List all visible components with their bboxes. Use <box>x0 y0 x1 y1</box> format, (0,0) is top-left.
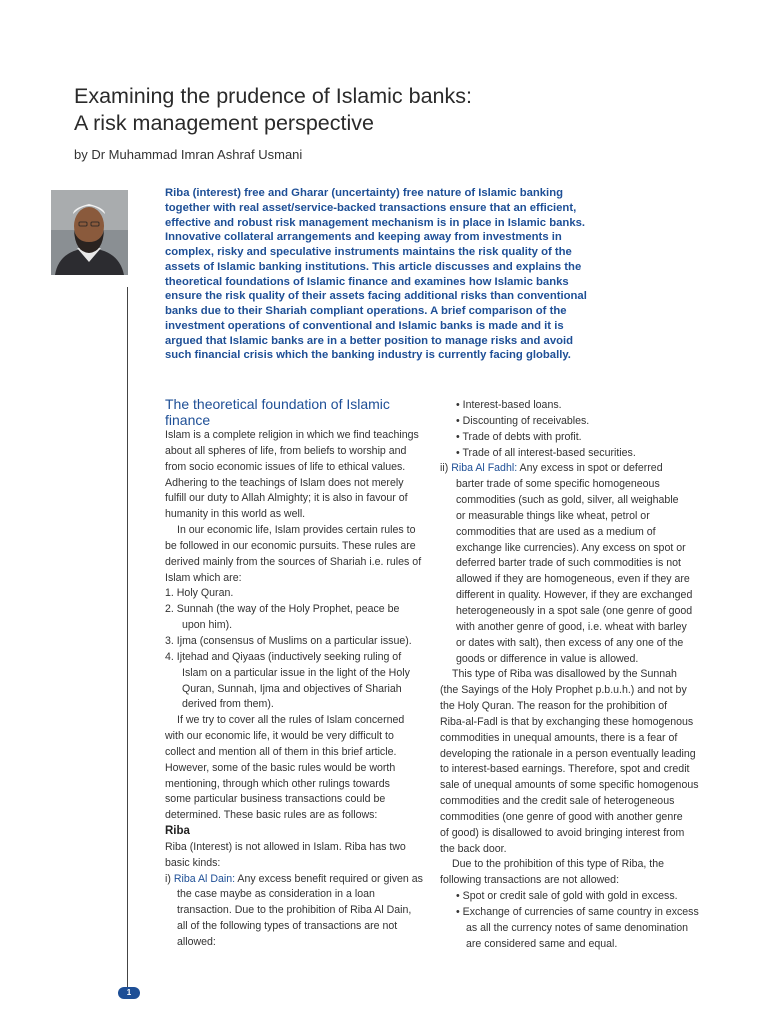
body-line: transaction. Due to the prohibition of Riba Al Dain, <box>177 904 412 917</box>
title-line-1: Examining the prudence of Islamic banks: <box>74 84 472 108</box>
riba-al-dain-line <box>165 872 427 888</box>
article-title <box>74 83 694 137</box>
bullet-item: as all the currency notes of same denomination <box>466 921 689 934</box>
body-line: determined. These basic rules are as follows: <box>165 809 378 822</box>
vertical-divider <box>127 287 128 992</box>
body-line: commodities (such as gold, silver, all weighable <box>456 494 679 507</box>
body-line: with our economic life, it would be very difficult to <box>165 730 394 743</box>
body-line: all of the following types of transactions are not <box>177 920 398 933</box>
body-line: Riba-al-Fadl is that by exchanging these homogenous <box>440 715 694 728</box>
riba-al-dain-term: Riba Al Dain: <box>173 872 236 885</box>
section-heading <box>165 396 427 428</box>
bullet-item: • Trade of debts with profit. <box>456 430 582 443</box>
abstract-line: Riba (interest) free and Gharar (uncertainty) free nature of Islamic banking <box>165 187 563 199</box>
body-line: about all spheres of life, from beliefs to worship and <box>165 444 407 457</box>
abstract-line: ensure the risk quality of their assets facing additional risks than conventional <box>165 290 587 303</box>
body-line: If we try to cover all the rules of Islam concerned <box>177 714 405 727</box>
list-item: upon him). <box>182 619 233 632</box>
section-heading-line: finance <box>165 412 211 428</box>
author-photo <box>51 190 128 275</box>
body-line: some particular business transactions could be <box>165 793 386 806</box>
body-line: commodities and the credit sale of heterogeneous <box>440 795 675 808</box>
list-item: Islam on a particular issue in the light of the Holy <box>182 666 410 679</box>
body-line: collect and mention all of them in this brief article. <box>165 745 397 758</box>
list-marker: i) <box>165 872 174 885</box>
bullet-item: • Discounting of receivables. <box>456 414 590 427</box>
body-line: with another genre of good, i.e. wheat with barley <box>456 620 687 633</box>
abstract-line: argued that Islamic banks are in a better position to manage risks and avoid <box>165 334 574 347</box>
left-column <box>165 396 427 951</box>
body-line: exchange like currencies). Any excess on spot or <box>456 541 686 554</box>
body-text: Any excess benefit required or given as <box>235 872 423 885</box>
title-line-2: A risk management perspective <box>74 111 374 135</box>
body-line: In our economic life, Islam provides certain rules to <box>177 524 416 537</box>
body-line: barter trade of some specific homogeneous <box>456 478 660 491</box>
body-line: basic kinds: <box>165 856 221 869</box>
body-line: developing the rationale in a person eventually leading <box>440 747 696 760</box>
body-line: deferred barter trade of such commodities is not <box>456 557 681 570</box>
body-line: Islam which are: <box>165 571 242 584</box>
abstract-line: effective and robust risk management mechanism is in place in Islamic banks. <box>165 216 586 229</box>
bullet-item: are considered same and equal. <box>466 937 618 950</box>
body-line: Riba (Interest) is not allowed in Islam. Riba has two <box>165 840 406 853</box>
section-heading-line: The theoretical foundation of Islamic <box>165 396 390 412</box>
body-line: different in quality. However, if they are exchanged <box>456 589 693 602</box>
abstract-line: together with real asset/service-backed transactions ensure that an efficient, <box>165 201 577 214</box>
body-line: fulfill our duty to Allah Almighty; it is also in favour of <box>165 492 408 505</box>
abstract-line: complex, risky and speculative instruments maintains the risk quality of the <box>165 246 572 258</box>
body-line: from socio economic issues of life to ethical values. <box>165 460 406 473</box>
bullet-item: • Interest-based loans. <box>456 399 562 411</box>
body-line: Adhering to the teachings of Islam does not merely <box>165 476 404 489</box>
abstract-line: banks due to their Shariah compliant operations. A brief comparison of the <box>165 305 567 317</box>
author-portrait-image <box>51 190 128 275</box>
bullet-item: • Spot or credit sale of gold with gold in excess. <box>456 890 678 903</box>
body-line: However, some of the basic rules would be worth <box>165 761 396 774</box>
body-line: heterogeneously in a spot sale (one genre of good <box>456 604 693 617</box>
abstract-line: Innovative collateral arrangements and keeping away from investments in <box>165 231 562 244</box>
body-line: the case maybe as consideration in a loan <box>177 888 375 901</box>
abstract-line: investment operations of conventional and Islamic banks is made and it is <box>165 319 564 332</box>
body-line: or dates with salt), then excess of any one of the <box>456 636 684 649</box>
body-line: commodities that are used as a medium of <box>456 525 656 538</box>
abstract-line: assets of Islamic banking institutions. This article discusses and explains the <box>165 260 582 273</box>
abstract <box>165 186 595 363</box>
body-line: allowed: <box>177 936 216 948</box>
body-line: sale of unequal amounts of some specific homogenous <box>440 779 699 792</box>
bullet-item: • Trade of all interest-based securities. <box>456 446 636 459</box>
body-line: mentioning, through which other rulings towards <box>165 777 390 790</box>
body-line: goods or difference in value is allowed. <box>456 652 639 665</box>
body-line: or measurable things like wheat, petrol or <box>456 509 650 522</box>
list-item: 1. Holy Quran. <box>165 587 234 600</box>
body-line: Due to the prohibition of this type of Riba, the <box>452 858 665 871</box>
body-line: of good) is disallowed to avoid bringing interest from <box>440 826 685 839</box>
list-item: Quran, Sunnah, Ijma and objectives of Shariah <box>182 682 402 695</box>
body-line: derived mainly from the sources of Shariah i.e. rules of <box>165 555 422 568</box>
riba-subheading: Riba <box>165 825 190 838</box>
body-line: the back door. <box>440 842 507 855</box>
list-item: 3. Ijma (consensus of Muslims on a particular issue). <box>165 634 412 647</box>
abstract-line: such financial crisis which the banking industry is currently facing globally. <box>165 349 571 362</box>
body-line: (the Sayings of the Holy Prophet p.b.u.h.) and not by <box>440 684 687 697</box>
body-line: be followed in our economic pursuits. These rules are <box>165 539 416 552</box>
bullet-item: • Exchange of currencies of same country in excess <box>456 906 699 918</box>
riba-al-fadhl-term: Riba Al Fadhl: <box>451 462 518 475</box>
body-line: to interest-based earnings. Therefore, spot and credit <box>440 763 690 776</box>
body-line: commodities (one genre of good with another genre <box>440 810 683 823</box>
body-text: Any excess in spot or deferred <box>517 462 663 475</box>
list-item: 4. Ijtehad and Qiyaas (inductively seeking ruling of <box>165 650 402 663</box>
body-line: humanity in this world as well. <box>165 508 306 521</box>
riba-al-fadhl-line <box>440 461 702 477</box>
body-line: the Holy Quran. The reason for the prohibition of <box>440 700 668 713</box>
body-line: Islam is a complete religion in which we find teachings <box>165 429 419 441</box>
list-marker: ii) <box>440 462 452 475</box>
body-line: commodities in unequal amounts, there is a fear of <box>440 731 678 744</box>
author-byline: by Dr Muhammad Imran Ashraf Usmani <box>74 147 303 162</box>
body-line: following transactions are not allowed: <box>440 874 620 887</box>
list-item: derived from them). <box>182 698 274 711</box>
abstract-line: theoretical foundations of Islamic finance and examines how Islamic banks <box>165 275 569 288</box>
body-line: This type of Riba was disallowed by the Sunnah <box>452 668 677 681</box>
list-item: 2. Sunnah (the way of the Holy Prophet, peace be <box>165 603 400 616</box>
page-number: 1 <box>118 987 140 999</box>
body-line: allowed if they are homogeneous, even if they are <box>456 573 690 586</box>
right-column <box>440 398 702 953</box>
